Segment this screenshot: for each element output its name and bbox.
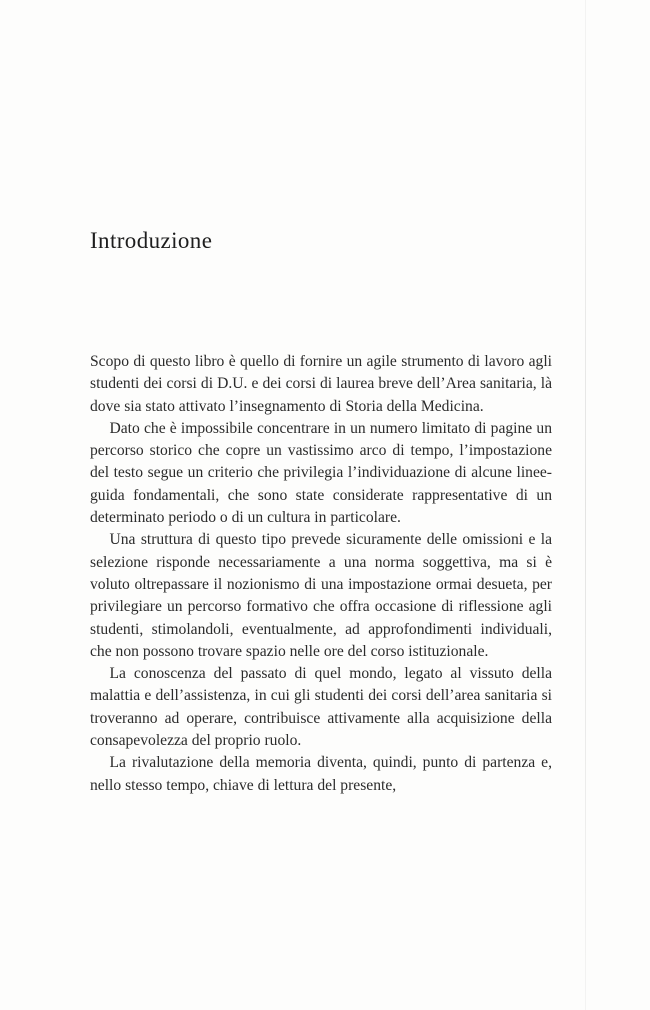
paragraph: Scopo di questo libro è quello di fornire un agile strumento di lavoro agli studenti dei corsi di D.U. e dei corsi di laurea breve dell’Area sanitaria, là dove sia stato attivato l’insegnamento di Storia della Medicina. [90,353,552,415]
paragraph: Una struttura di questo tipo prevede sicuramente delle omissioni e la selezione risponde necessariamente a una norma soggettiva, ma si è voluto oltrepassare il nozionismo di una impostazione ormai desueta, per privilegiare un percorso formativo che offra occasione di riflessione agli studenti, stimolandoli, eventualmente, ad approfondimenti individuali, che non possono trovare spazio nelle ore del corso istituzionale. [90,531,552,660]
page-edge-line [585,0,586,1010]
body-text-block [90,351,552,797]
paragraph: La conoscenza del passato di quel mondo, legato al vissuto della malattia e dell’assistenza, in cui gli studenti dei corsi dell’area sanitaria si troveranno ad operare, contribuisce attivamente alla acquisizione della consapevolezza del proprio ruolo. [90,665,552,750]
chapter-title: Introduzione [90,228,213,254]
paragraph: La rivalutazione della memoria diventa, quindi, punto di partenza e, nello stesso tempo, chiave di lettura del presente, [90,754,552,794]
paragraph: Dato che è impossibile concentrare in un numero limitato di pagine un percorso storico che copre un vastissimo arco di tempo, l’impostazione del testo segue un criterio che privilegia l’individuazione di alcune linee-guida fondamentali, che sono state considerate rappresentative di un determinato periodo o di un cultura in particolare. [90,419,552,527]
